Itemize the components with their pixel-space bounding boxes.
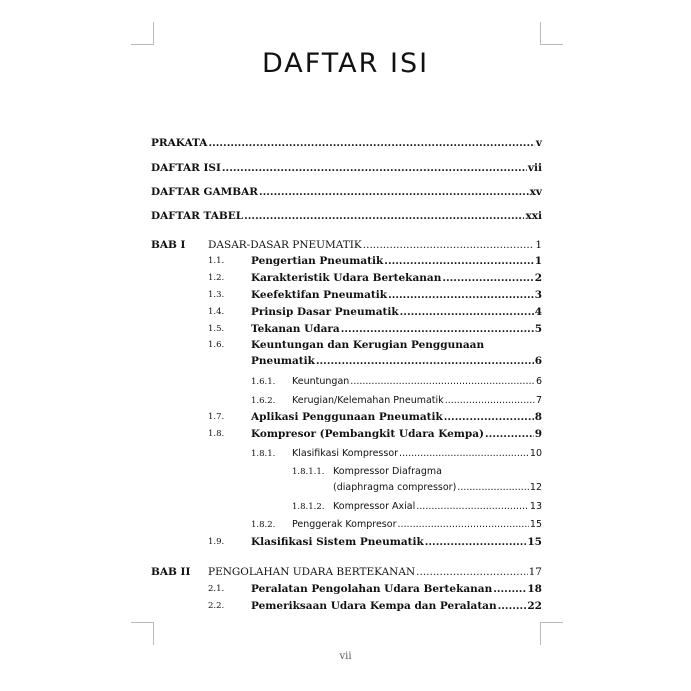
toc-entry-prakata[interactable] (151, 137, 542, 149)
toc-entry-number: 1.2. (208, 273, 225, 283)
toc-entry-number: 1.4. (208, 307, 225, 317)
toc-entry-label: DAFTAR TABEL (151, 210, 244, 222)
toc-entry-label: DAFTAR GAMBAR (151, 186, 258, 198)
crop-mark-top-right (540, 22, 563, 45)
toc-entry-number: 2.2. (208, 601, 225, 611)
toc-entry-line1[interactable] (251, 339, 542, 351)
toc-entry[interactable] (333, 482, 542, 493)
toc-entry-page: 3 (534, 289, 542, 301)
toc-entry[interactable] (251, 600, 542, 612)
crop-mark-top-left (131, 22, 154, 45)
toc-entry-page: 6 (535, 376, 542, 387)
toc-entry-page: 17 (528, 566, 542, 578)
toc-entry[interactable] (251, 306, 542, 318)
toc-entry-number: 1.6.1. (251, 377, 276, 387)
page-number-footer: vii (339, 651, 352, 662)
toc-entry-page: xxi (525, 210, 542, 222)
toc-entry-label: (diaphragma compressor) (333, 482, 457, 493)
toc-entry[interactable] (251, 255, 542, 267)
toc-entry-number: 1.8.1.1. (292, 467, 325, 477)
toc-entry-label: Peralatan Pengolahan Udara Bertekanan (251, 583, 493, 595)
toc-entry-page: 4 (534, 306, 542, 318)
toc-entry-label: Pemeriksaan Udara Kempa dan Peralatan (251, 600, 497, 612)
toc-entry-label: Keuntungan dan Kerugian Penggunaan (251, 339, 485, 351)
toc-entry-label: Kompressor Diafragma (333, 466, 442, 477)
toc-entry[interactable] (251, 583, 542, 595)
toc-entry-page: 13 (529, 501, 542, 512)
toc-entry-bab-1[interactable] (208, 239, 542, 251)
toc-entry-page: 15 (527, 536, 542, 548)
page-title: DAFTAR ISI (261, 48, 430, 79)
toc-entry-label: Penggerak Kompresor (292, 519, 397, 530)
toc-entry-number: 1.5. (208, 324, 225, 334)
toc-entry-number: 1.7. (208, 412, 225, 422)
toc-entry[interactable] (251, 272, 542, 284)
toc-entry-label: Klasifikasi Sistem Pneumatik (251, 536, 424, 548)
toc-entry[interactable] (251, 323, 542, 335)
toc-entry-page: 9 (534, 428, 542, 440)
toc-entry-number: 1.3. (208, 290, 225, 300)
toc-entry[interactable] (251, 536, 542, 548)
toc-entry-label: Pengertian Pneumatik (251, 255, 384, 267)
toc-entry-number: 1.8. (208, 429, 225, 439)
toc-entry-daftar-gambar[interactable] (151, 186, 542, 198)
chapter-code: BAB II (151, 566, 191, 578)
toc-entry-label: Karakteristik Udara Bertekanan (251, 272, 442, 284)
toc-entry-number: 2.1. (208, 584, 225, 594)
toc-entry-label: DASAR-DASAR PNEUMATIK (208, 239, 362, 251)
toc-entry-page: 18 (527, 583, 542, 595)
toc-entry-label: Kompresor (Pembangkit Udara Kempa) (251, 428, 485, 440)
crop-mark-bottom-right (540, 622, 563, 645)
toc-entry-number: 1.8.1. (251, 449, 276, 459)
toc-entry-page: 22 (527, 600, 542, 612)
toc-entry-label: Kompressor Axial (333, 501, 416, 512)
toc-entry[interactable] (251, 289, 542, 301)
toc-entry[interactable] (251, 411, 542, 423)
toc-entry-page: 8 (534, 411, 542, 423)
toc-entry-number: 1.1. (208, 256, 225, 266)
toc-entry-line1[interactable] (333, 466, 542, 477)
toc-entry[interactable] (292, 519, 542, 530)
toc-entry-page: 15 (529, 519, 542, 530)
toc-entry-page: 7 (535, 395, 542, 406)
crop-mark-bottom-left (131, 622, 154, 645)
toc-entry-page: 10 (529, 448, 542, 459)
toc-entry-number: 1.6. (208, 340, 225, 350)
toc-entry-page: v (535, 137, 542, 149)
toc-entry-page: 5 (534, 323, 542, 335)
toc-entry-label: Keuntungan (292, 376, 350, 387)
toc-entry-page: xv (529, 186, 542, 198)
toc-entry-page: 6 (534, 355, 542, 367)
toc-entry-daftar-tabel[interactable] (151, 210, 542, 222)
toc-entry[interactable] (251, 355, 542, 367)
toc-entry-label: Pneumatik (251, 355, 315, 367)
toc-entry[interactable] (251, 428, 542, 440)
toc-entry-label: Klasifikasi Kompressor (292, 448, 399, 459)
toc-entry[interactable] (292, 448, 542, 459)
toc-entry-label: Kerugian/Kelemahan Pneumatik (292, 395, 444, 406)
toc-entry-label: PENGOLAHAN UDARA BERTEKANAN (208, 566, 416, 578)
toc-entry-label: Keefektifan Pneumatik (251, 289, 388, 301)
toc-entry-label: DAFTAR ISI (151, 162, 221, 174)
toc-entry[interactable] (292, 376, 542, 387)
toc-entry-page: vii (527, 162, 542, 174)
toc-entry[interactable] (333, 501, 542, 512)
chapter-code: BAB I (151, 239, 186, 251)
toc-entry-label: Aplikasi Penggunaan Pneumatik (251, 411, 443, 423)
toc-entry-page: 2 (534, 272, 542, 284)
toc-entry-label: PRAKATA (151, 137, 208, 149)
toc-entry-daftar-isi[interactable] (151, 162, 542, 174)
toc-entry-bab-2[interactable] (208, 566, 542, 578)
toc-entry-number: 1.8.2. (251, 520, 276, 530)
toc-entry-number: 1.9. (208, 537, 225, 547)
toc-entry[interactable] (292, 395, 542, 406)
toc-entry-label: Prinsip Dasar Pneumatik (251, 306, 399, 318)
toc-entry-number: 1.8.1.2. (292, 502, 325, 512)
toc-entry-label: Tekanan Udara (251, 323, 340, 335)
toc-entry-number: 1.6.2. (251, 396, 276, 406)
toc-entry-page: 1 (535, 239, 542, 251)
toc-entry-page: 12 (529, 482, 542, 493)
toc-entry-page: 1 (534, 255, 542, 267)
